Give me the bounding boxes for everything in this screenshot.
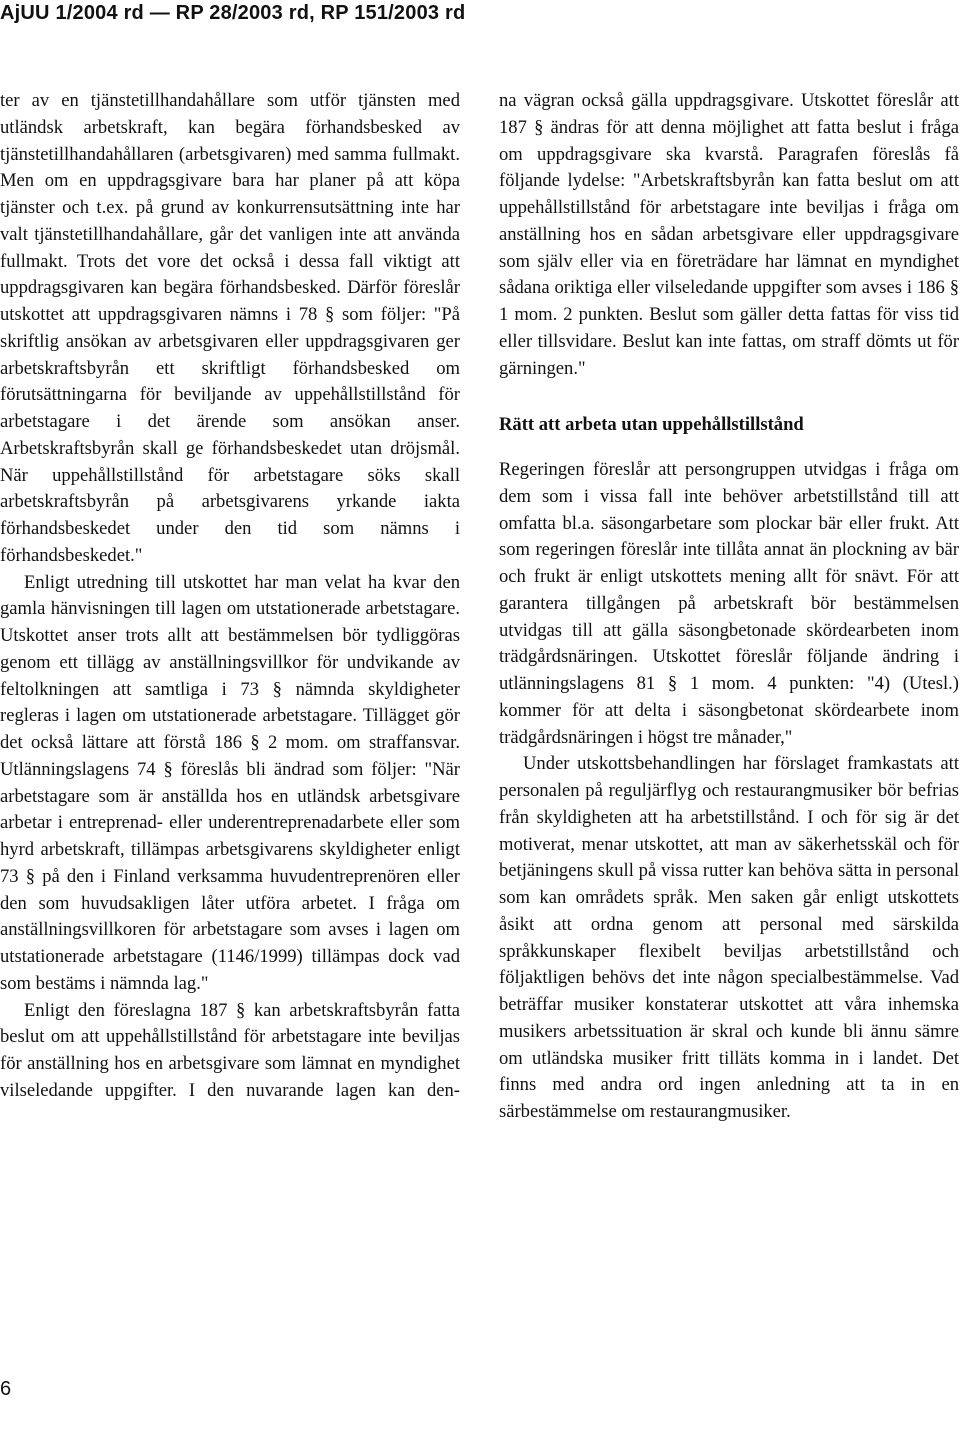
body-paragraph: Enligt den föreslagna 187 § kan arbetskraftsbyrån fatta beslut om att uppehållstillstånd för arbetstagare inte beviljas för anställning hos en arbetsgivare som lämnat en myndighet vilseledande uppgifter. I den nuvarande lagen kan den- (0, 999, 460, 1101)
body-paragraph: Regeringen föreslår att persongruppen utvidgas i fråga om dem som i vissa fall inte behöver arbetstillstånd till att omfatta bl.a. säsongarbetare som plockar bär eller frukt. Att som regeringen föreslår inte tillåta annat än plockning av bär och frukt är enligt utskottets mening allt för snävt. För att garantera tillgången på arbetskraft bör bestämmelsen utvidgas till att gälla säsongbetonade skördearbeten inom trädgårdsnäringen. Utskottet föreslår följande ändring i utlänningslagens 81 § 1 mom. 4 punkten: "4) (Utesl.) kommer för att delta i säsongbetonat skördearbete inom trädgårdsnäringen i högst tre månader," (499, 459, 959, 748)
running-head: AjUU 1/2004 rd — RP 28/2003 rd, RP 151/2003 rd (0, 2, 466, 24)
body-paragraph: na vägran också gälla uppdragsgivare. Utskottet föreslår att 187 § ändras för att denna möjlighet att fatta beslut i fråga om uppdragsgivare ska kvarstå. Paragrafen föreslås få följande lydelse: "Arbetskraftsbyrån kan fatta beslut om att uppehållstillstånd för arbetstagare inte beviljas i fråga om anställning hos en sådan arbetsgivare eller uppdragsgivare som själv eller via en företrädare har lämnat en myndighet sådana oriktiga eller vilseledande uppgifter som avses i 186 § 1 mom. 2 punkten. Beslut som gäller detta fattas för viss tid eller tillsvidare. Beslut kan inte fattas, om straff dömts ut för gärningen." (499, 90, 959, 379)
body-paragraph: ter av en tjänstetillhandahållare som utför tjänsten med utländsk arbetskraft, kan begära förhandsbesked av tjänstetillhandahållaren (arbetsgivaren) med samma fullmakt. Men om en uppdragsgivare bara har planer på att köpa tjänster och t.ex. på grund av konkurrensutsättning inte har valt tjänstetillhandahållare, går det vanligen inte att använda fullmakt. Trots det vore det också i dessa fall viktigt att uppdragsgivaren kan begära förhandsbesked. Därför föreslår utskottet att uppdragsgivaren nämns i 78 § som följer: "På skriftlig ansökan av arbetsgivaren eller uppdragsgivaren ger arbetskraftsbyrån ett skriftligt förhandsbesked om förutsättningarna för beviljande av uppehållstillstånd för arbetstagare i det ärende som ansökan anser. Arbetskraftsbyrån skall ge förhandsbeskedet utan dröjsmål. När uppehållstillstånd för arbetstagare söks skall arbetskraftsbyrån på arbetsgivarens yrkande iakta förhandsbeskedet under den tid som nämns i förhandsbeskedet." (0, 90, 460, 566)
page-number: 6 (0, 1378, 12, 1400)
body-paragraph: Enligt utredning till utskottet har man velat ha kvar den gamla hänvisningen till lagen om utstationerade arbetstagare. Utskottet anser trots allt att bestämmelsen bör tydliggöras genom ett tillägg av anställningsvillkor för undvikande av feltolkningen att samtliga i 73 § nämnda skyldigheter regleras i lagen om utstationerade arbetstagare. Tillägget gör det också lättare att förstå 186 § 2 mom. om straffansvar. Utlänningslagens 74 § föreslås bli ändrad som följer: "När arbetstagare som är anställda hos en utländsk arbetsgivare arbetar i entreprenad- eller underentreprenadarbete eller som hyrd arbetskraft, tillämpas arbetsgivarens skyldigheter enligt 73 § på den i Finland verksamma huvudentreprenören eller den som huvudsakligen låter utföra arbetet. I fråga om anställningsvillkoren för arbetstagare som avses i lagen om utstationerade arbetstagare (1146/1999) tillämpas dock vad som bestäms i nämnda lag." (0, 571, 460, 994)
section-heading: Rätt att arbeta utan uppehållstillstånd (499, 414, 804, 436)
left-column (0, 88, 460, 1105)
body-paragraph: Under utskottsbehandlingen har förslaget framkastats att personalen på reguljärflyg och restaurangmusiker bör befrias från skyldigheten att ha arbetstillstånd. I och för sig är det motiverat, menar utskottet, att man av säkerhetsskäl och för betjäningens skull på vissa rutter kan behöva sätta in personal som kan områdets språk. Men saken går enligt utskottets åsikt att ordna genom att personal med särskilda språkkunskaper flexibelt beviljas arbetstillstånd och följaktligen behövs det inte någon specialbestämmelse. Vad beträffar musiker konstaterar utskottet att våra inhemska musikers arbetssituation är skral och kunde bli ännu sämre om utländska musiker fritt tilläts komma in i landet. Det finns med andra ord ingen anledning att ta in en särbestämmelse om restaurangmusiker. (499, 753, 959, 1122)
right-column (499, 88, 959, 1126)
